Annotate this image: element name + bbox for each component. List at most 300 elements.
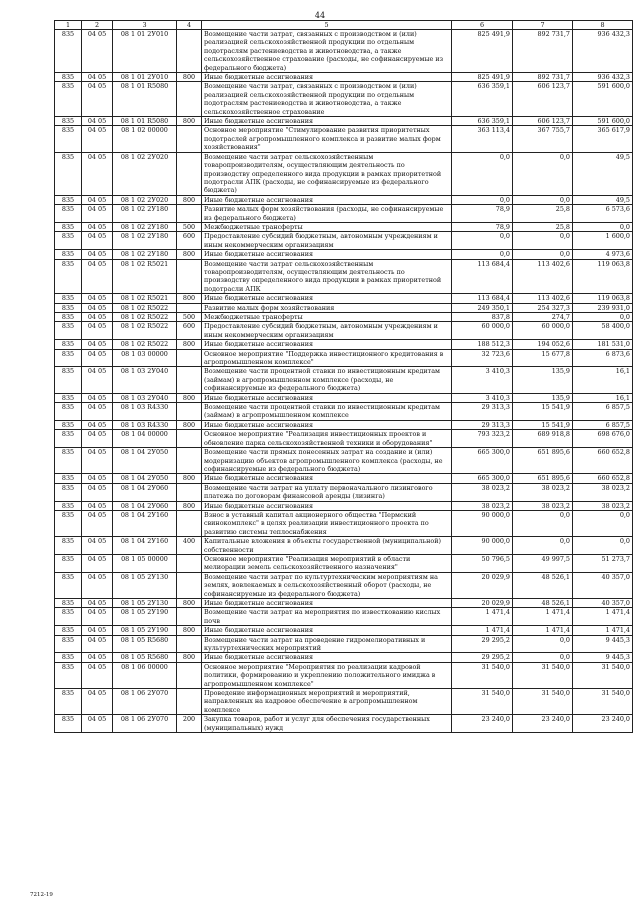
col-value-3: 698 676,0 (573, 430, 633, 448)
col-expense-type: 800 (177, 501, 202, 510)
col-expense-type: 800 (177, 653, 202, 662)
col-value-1: 38 023,2 (452, 501, 513, 510)
header-col-name: 5 (202, 21, 452, 30)
col-section: 04 05 (82, 510, 113, 536)
col-value-1: 29 313,3 (452, 420, 513, 429)
col-expense-type (177, 510, 202, 536)
col-value-1: 31 540,0 (452, 689, 513, 715)
col-target-article: 08 1 05 2У190 (113, 608, 177, 626)
col-chapter: 835 (55, 73, 82, 82)
col-expense-type (177, 662, 202, 688)
col-chapter: 835 (55, 195, 82, 204)
col-expense-type: 800 (177, 599, 202, 608)
col-chapter: 835 (55, 205, 82, 223)
table-row (55, 195, 633, 204)
col-expense-type (177, 483, 202, 501)
table-row (55, 250, 633, 259)
table-row (55, 303, 633, 312)
col-value-2: 892 731,7 (513, 73, 573, 82)
col-expense-type: 200 (177, 715, 202, 733)
col-chapter: 835 (55, 537, 82, 555)
table-row (55, 599, 633, 608)
col-value-3: 119 063,8 (573, 294, 633, 303)
col-value-1: 1 471,4 (452, 626, 513, 635)
col-expense-type: 800 (177, 117, 202, 126)
col-target-article: 08 1 01 R5080 (113, 117, 177, 126)
col-expense-type (177, 205, 202, 223)
col-value-3: 38 023,2 (573, 483, 633, 501)
col-target-article: 08 1 06 2У070 (113, 689, 177, 715)
header-col-chapter: 1 (55, 21, 82, 30)
col-value-2: 0,0 (513, 537, 573, 555)
col-name: Взнос в уставный капитал акционерного общества "Пермский свинокомплекс" в целях реализации инвестиционного проекта по развитию системы теплоснабжения (202, 510, 452, 536)
table-row (55, 662, 633, 688)
col-expense-type (177, 152, 202, 195)
col-expense-type: 500 (177, 313, 202, 322)
col-chapter: 835 (55, 393, 82, 402)
col-target-article: 08 1 04 2У060 (113, 501, 177, 510)
col-target-article: 08 1 05 2У130 (113, 599, 177, 608)
col-target-article: 08 1 02 2У020 (113, 152, 177, 195)
col-name: Основное мероприятие "Мероприятия по реализации кадровой политики, формированию и укреплению положительного имиджа в агропромышленном комплексе" (202, 662, 452, 688)
col-value-3: 365 617,9 (573, 126, 633, 152)
table-row (55, 82, 633, 117)
col-chapter: 835 (55, 340, 82, 349)
col-value-1: 38 023,2 (452, 483, 513, 501)
col-name: Закупка товаров, работ и услуг для обеспечения государственных (муниципальных) нужд (202, 715, 452, 733)
col-section: 04 05 (82, 82, 113, 117)
table-row (55, 126, 633, 152)
col-value-1: 32 723,6 (452, 349, 513, 367)
table-row (55, 232, 633, 250)
table-row (55, 205, 633, 223)
col-name: Межбюджетные трансферты (202, 313, 452, 322)
col-name: Иные бюджетные ассигнования (202, 420, 452, 429)
col-name: Развитие малых форм хозяйствования (202, 303, 452, 312)
col-value-3: 40 357,0 (573, 572, 633, 598)
col-chapter: 835 (55, 554, 82, 572)
col-value-1: 20 029,9 (452, 572, 513, 598)
col-value-1: 3 410,3 (452, 367, 513, 393)
col-section: 04 05 (82, 259, 113, 294)
col-value-1: 90 000,0 (452, 537, 513, 555)
table-row (55, 572, 633, 598)
col-expense-type (177, 349, 202, 367)
col-target-article: 08 1 04 2У050 (113, 448, 177, 474)
col-expense-type (177, 448, 202, 474)
col-target-article: 08 1 02 R5022 (113, 322, 177, 340)
col-name: Возмещение части процентной ставки по инвестиционным кредитам (займам) в агропромышленном комплексе (202, 403, 452, 421)
col-chapter: 835 (55, 30, 82, 73)
col-section: 04 05 (82, 608, 113, 626)
col-name: Иные бюджетные ассигнования (202, 393, 452, 402)
col-value-3: 16,1 (573, 367, 633, 393)
col-target-article: 08 1 02 2У180 (113, 205, 177, 223)
col-expense-type (177, 126, 202, 152)
col-target-article: 08 1 04 2У160 (113, 537, 177, 555)
col-section: 04 05 (82, 474, 113, 483)
table-row (55, 420, 633, 429)
col-value-1: 249 350,1 (452, 303, 513, 312)
col-name: Межбюджетные трансферты (202, 222, 452, 231)
col-value-2: 1 471,4 (513, 608, 573, 626)
col-value-1: 50 796,5 (452, 554, 513, 572)
col-name: Иные бюджетные ассигнования (202, 117, 452, 126)
table-header-row (55, 21, 633, 30)
table-row (55, 322, 633, 340)
col-target-article: 08 1 05 00000 (113, 554, 177, 572)
col-target-article: 08 1 02 R5021 (113, 294, 177, 303)
col-expense-type: 400 (177, 537, 202, 555)
col-name: Возмещение части затрат, связанных с производством и (или) реализацией сельскохозяйственной продукции по отдельным подотраслям растениеводства и животноводства, а также сельскохозяйственное страхование (расходы, не софинансируемые из федерального бюджета) (202, 30, 452, 73)
col-value-2: 0,0 (513, 195, 573, 204)
footer-code: 7212-19 (30, 892, 53, 898)
col-value-2: 15 541,9 (513, 403, 573, 421)
table-row (55, 608, 633, 626)
col-chapter: 835 (55, 403, 82, 421)
col-target-article: 08 1 04 2У050 (113, 474, 177, 483)
table-row (55, 259, 633, 294)
col-value-2: 48 526,1 (513, 599, 573, 608)
col-name: Иные бюджетные ассигнования (202, 599, 452, 608)
col-target-article: 08 1 05 2У130 (113, 572, 177, 598)
col-value-2: 48 526,1 (513, 572, 573, 598)
col-name: Основное мероприятие "Стимулирование развития приоритетных подотраслей агропромышленного комплекса и развитие малых форм хозяйствования" (202, 126, 452, 152)
col-chapter: 835 (55, 82, 82, 117)
col-chapter: 835 (55, 250, 82, 259)
col-name: Проведение информационных мероприятий и мероприятий, направленных на кадровое обеспечение в агропромышленном комплексе (202, 689, 452, 715)
col-section: 04 05 (82, 222, 113, 231)
col-chapter: 835 (55, 662, 82, 688)
col-value-1: 665 300,0 (452, 448, 513, 474)
col-value-3: 51 273,7 (573, 554, 633, 572)
col-value-1: 23 240,0 (452, 715, 513, 733)
col-expense-type: 800 (177, 250, 202, 259)
table-row (55, 340, 633, 349)
table-row (55, 430, 633, 448)
col-value-2: 0,0 (513, 232, 573, 250)
col-target-article: 08 1 01 2У010 (113, 30, 177, 73)
col-value-2: 25,8 (513, 222, 573, 231)
col-expense-type: 600 (177, 232, 202, 250)
col-section: 04 05 (82, 205, 113, 223)
col-value-3: 58 400,0 (573, 322, 633, 340)
col-value-2: 892 731,7 (513, 30, 573, 73)
col-value-2: 135,9 (513, 367, 573, 393)
col-name: Предоставление субсидий бюджетным, автономным учреждениям и иным некоммерческим организациям (202, 322, 452, 340)
col-value-2: 23 240,0 (513, 715, 573, 733)
col-section: 04 05 (82, 448, 113, 474)
col-section: 04 05 (82, 117, 113, 126)
col-section: 04 05 (82, 653, 113, 662)
col-name: Иные бюджетные ассигнования (202, 294, 452, 303)
col-value-2: 606 123,7 (513, 82, 573, 117)
col-name: Возмещение части затрат, связанных с производством и (или) реализацией сельскохозяйственной продукции по отдельным подотраслям растениеводства и животноводства, а также сельскохозяйственное страхование (202, 82, 452, 117)
col-value-2: 194 052,6 (513, 340, 573, 349)
col-value-3: 181 531,0 (573, 340, 633, 349)
col-value-3: 23 240,0 (573, 715, 633, 733)
col-value-2: 651 895,6 (513, 474, 573, 483)
col-value-3: 119 063,8 (573, 259, 633, 294)
col-section: 04 05 (82, 195, 113, 204)
col-chapter: 835 (55, 322, 82, 340)
table-row (55, 393, 633, 402)
col-target-article: 08 1 03 2У040 (113, 393, 177, 402)
col-target-article: 08 1 05 R5680 (113, 653, 177, 662)
col-name: Иные бюджетные ассигнования (202, 501, 452, 510)
col-chapter: 835 (55, 635, 82, 653)
col-chapter: 835 (55, 599, 82, 608)
col-name: Возмещение части прямых понесенных затрат на создание и (или) модернизацию объектов агропромышленного комплекса (расходы, не софинансируемые из федерального бюджета) (202, 448, 452, 474)
col-value-1: 665 300,0 (452, 474, 513, 483)
col-name: Основное мероприятие "Поддержка инвестиционного кредитования в агропромышленном комплексе" (202, 349, 452, 367)
col-section: 04 05 (82, 340, 113, 349)
col-value-3: 591 600,0 (573, 117, 633, 126)
col-name: Иные бюджетные ассигнования (202, 340, 452, 349)
col-section: 04 05 (82, 349, 113, 367)
col-value-2: 367 755,7 (513, 126, 573, 152)
col-section: 04 05 (82, 126, 113, 152)
col-value-2: 1 471,4 (513, 626, 573, 635)
col-value-3: 6 857,5 (573, 403, 633, 421)
table-row (55, 448, 633, 474)
col-section: 04 05 (82, 73, 113, 82)
col-value-3: 6 857,5 (573, 420, 633, 429)
col-chapter: 835 (55, 367, 82, 393)
table-row (55, 626, 633, 635)
table-row (55, 117, 633, 126)
col-expense-type (177, 403, 202, 421)
col-value-2: 25,8 (513, 205, 573, 223)
table-row (55, 510, 633, 536)
col-chapter: 835 (55, 626, 82, 635)
col-target-article: 08 1 02 R5022 (113, 303, 177, 312)
col-chapter: 835 (55, 474, 82, 483)
col-value-1: 29 295,2 (452, 653, 513, 662)
col-target-article: 08 1 03 R4330 (113, 420, 177, 429)
col-value-1: 363 113,4 (452, 126, 513, 152)
table-row (55, 554, 633, 572)
col-name: Иные бюджетные ассигнования (202, 195, 452, 204)
col-section: 04 05 (82, 430, 113, 448)
col-value-1: 837,8 (452, 313, 513, 322)
col-value-2: 0,0 (513, 635, 573, 653)
col-expense-type: 800 (177, 626, 202, 635)
col-section: 04 05 (82, 626, 113, 635)
col-value-1: 0,0 (452, 195, 513, 204)
col-section: 04 05 (82, 30, 113, 73)
col-expense-type: 800 (177, 73, 202, 82)
col-name: Возмещение части затрат на проведение гидромелиоративных и культуртехнических мероприятий (202, 635, 452, 653)
table-row (55, 501, 633, 510)
col-value-3: 660 652,8 (573, 448, 633, 474)
col-value-1: 29 295,2 (452, 635, 513, 653)
col-chapter: 835 (55, 430, 82, 448)
col-expense-type: 800 (177, 474, 202, 483)
col-expense-type: 800 (177, 393, 202, 402)
col-section: 04 05 (82, 554, 113, 572)
col-section: 04 05 (82, 662, 113, 688)
col-value-1: 825 491,9 (452, 73, 513, 82)
header-col-value-2: 7 (513, 21, 573, 30)
col-target-article: 08 1 02 R5022 (113, 313, 177, 322)
col-section: 04 05 (82, 303, 113, 312)
col-value-2: 15 677,8 (513, 349, 573, 367)
col-value-1: 113 684,4 (452, 259, 513, 294)
col-expense-type (177, 689, 202, 715)
col-value-1: 90 000,0 (452, 510, 513, 536)
col-chapter: 835 (55, 689, 82, 715)
col-value-1: 113 684,4 (452, 294, 513, 303)
col-section: 04 05 (82, 393, 113, 402)
table-row (55, 73, 633, 82)
col-value-3: 1 471,4 (573, 626, 633, 635)
col-value-3: 31 540,0 (573, 689, 633, 715)
col-name: Возмещение части затрат сельскохозяйственным товаропроизводителям, осуществляющим деятельность по производству определенного вида продукции в рамках приоритетной подотрасли АПК (расходы, не софинансируемые из федерального бюджета) (202, 152, 452, 195)
col-target-article: 08 1 03 R4330 (113, 403, 177, 421)
col-value-2: 0,0 (513, 152, 573, 195)
col-expense-type (177, 635, 202, 653)
header-col-value-3: 8 (573, 21, 633, 30)
col-value-3: 0,0 (573, 222, 633, 231)
table-row (55, 689, 633, 715)
col-value-3: 38 023,2 (573, 501, 633, 510)
col-value-2: 689 918,8 (513, 430, 573, 448)
col-value-2: 31 540,0 (513, 689, 573, 715)
col-target-article: 08 1 02 2У020 (113, 195, 177, 204)
col-section: 04 05 (82, 294, 113, 303)
col-expense-type: 600 (177, 322, 202, 340)
col-name: Предоставление субсидий бюджетным, автономным учреждениям и иным некоммерческим организациям (202, 232, 452, 250)
table-row (55, 222, 633, 231)
col-value-3: 0,0 (573, 537, 633, 555)
col-section: 04 05 (82, 367, 113, 393)
col-value-3: 936 432,3 (573, 73, 633, 82)
col-value-3: 49,5 (573, 152, 633, 195)
table-row (55, 715, 633, 733)
col-expense-type (177, 82, 202, 117)
col-value-3: 9 445,3 (573, 653, 633, 662)
col-value-1: 78,9 (452, 205, 513, 223)
col-value-1: 188 512,3 (452, 340, 513, 349)
col-target-article: 08 1 01 2У010 (113, 73, 177, 82)
col-chapter: 835 (55, 510, 82, 536)
col-value-3: 16,1 (573, 393, 633, 402)
col-chapter: 835 (55, 126, 82, 152)
col-expense-type: 800 (177, 195, 202, 204)
col-chapter: 835 (55, 715, 82, 733)
col-value-1: 20 029,9 (452, 599, 513, 608)
table-row (55, 313, 633, 322)
header-col-target-article: 3 (113, 21, 177, 30)
col-target-article: 08 1 02 2У180 (113, 222, 177, 231)
col-chapter: 835 (55, 294, 82, 303)
col-section: 04 05 (82, 232, 113, 250)
col-value-2: 0,0 (513, 250, 573, 259)
col-target-article: 08 1 02 R5022 (113, 340, 177, 349)
col-value-2: 135,9 (513, 393, 573, 402)
col-target-article: 08 1 05 2У190 (113, 626, 177, 635)
col-section: 04 05 (82, 250, 113, 259)
col-target-article: 08 1 02 2У180 (113, 250, 177, 259)
col-value-2: 274,7 (513, 313, 573, 322)
col-name: Возмещение части затрат по культуртехническим мероприятиям на землях, вовлекаемых в сельскохозяйственный оборот (расходы, не софинансируемые из федерального бюджета) (202, 572, 452, 598)
col-value-2: 0,0 (513, 510, 573, 536)
col-value-2: 60 000,0 (513, 322, 573, 340)
col-section: 04 05 (82, 403, 113, 421)
col-name: Возмещение части затрат сельскохозяйственным товаропроизводителям, осуществляющим деятельность по производству определенного вида продукции в рамках приоритетной подотрасли АПК (202, 259, 452, 294)
col-name: Иные бюджетные ассигнования (202, 626, 452, 635)
table-row (55, 537, 633, 555)
col-value-1: 0,0 (452, 152, 513, 195)
col-chapter: 835 (55, 483, 82, 501)
col-chapter: 835 (55, 313, 82, 322)
col-target-article: 08 1 06 2У070 (113, 715, 177, 733)
col-name: Капитальные вложения в объекты государственной (муниципальной) собственности (202, 537, 452, 555)
col-section: 04 05 (82, 322, 113, 340)
col-name: Иные бюджетные ассигнования (202, 474, 452, 483)
table-row (55, 653, 633, 662)
col-expense-type: 500 (177, 222, 202, 231)
budget-table (54, 20, 633, 733)
col-value-2: 651 895,6 (513, 448, 573, 474)
col-target-article: 08 1 02 00000 (113, 126, 177, 152)
table-row (55, 30, 633, 73)
col-section: 04 05 (82, 635, 113, 653)
col-section: 04 05 (82, 152, 113, 195)
col-value-1: 0,0 (452, 250, 513, 259)
col-value-3: 660 652,8 (573, 474, 633, 483)
col-value-1: 78,9 (452, 222, 513, 231)
col-section: 04 05 (82, 599, 113, 608)
col-expense-type (177, 303, 202, 312)
col-chapter: 835 (55, 152, 82, 195)
col-target-article: 08 1 03 2У040 (113, 367, 177, 393)
col-target-article: 08 1 04 2У060 (113, 483, 177, 501)
col-expense-type: 800 (177, 340, 202, 349)
col-value-3: 6 873,6 (573, 349, 633, 367)
col-section: 04 05 (82, 572, 113, 598)
page-number: 44 (314, 11, 326, 20)
col-target-article: 08 1 04 2У160 (113, 510, 177, 536)
col-name: Иные бюджетные ассигнования (202, 250, 452, 259)
table-row (55, 483, 633, 501)
col-expense-type (177, 608, 202, 626)
col-value-3: 6 573,6 (573, 205, 633, 223)
col-expense-type (177, 367, 202, 393)
col-expense-type (177, 572, 202, 598)
col-value-3: 591 600,0 (573, 82, 633, 117)
header-col-value-1: 6 (452, 21, 513, 30)
col-chapter: 835 (55, 653, 82, 662)
col-section: 04 05 (82, 420, 113, 429)
col-value-3: 1 600,0 (573, 232, 633, 250)
header-col-expense-type: 4 (177, 21, 202, 30)
col-target-article: 08 1 02 R5021 (113, 259, 177, 294)
col-expense-type (177, 554, 202, 572)
table-row (55, 349, 633, 367)
col-value-2: 38 023,2 (513, 483, 573, 501)
col-value-3: 40 357,0 (573, 599, 633, 608)
col-value-1: 60 000,0 (452, 322, 513, 340)
col-target-article: 08 1 02 2У180 (113, 232, 177, 250)
col-chapter: 835 (55, 448, 82, 474)
col-target-article: 08 1 05 R5680 (113, 635, 177, 653)
col-target-article: 08 1 03 00000 (113, 349, 177, 367)
col-value-1: 636 359,1 (452, 117, 513, 126)
col-name: Иные бюджетные ассигнования (202, 653, 452, 662)
col-value-1: 3 410,3 (452, 393, 513, 402)
